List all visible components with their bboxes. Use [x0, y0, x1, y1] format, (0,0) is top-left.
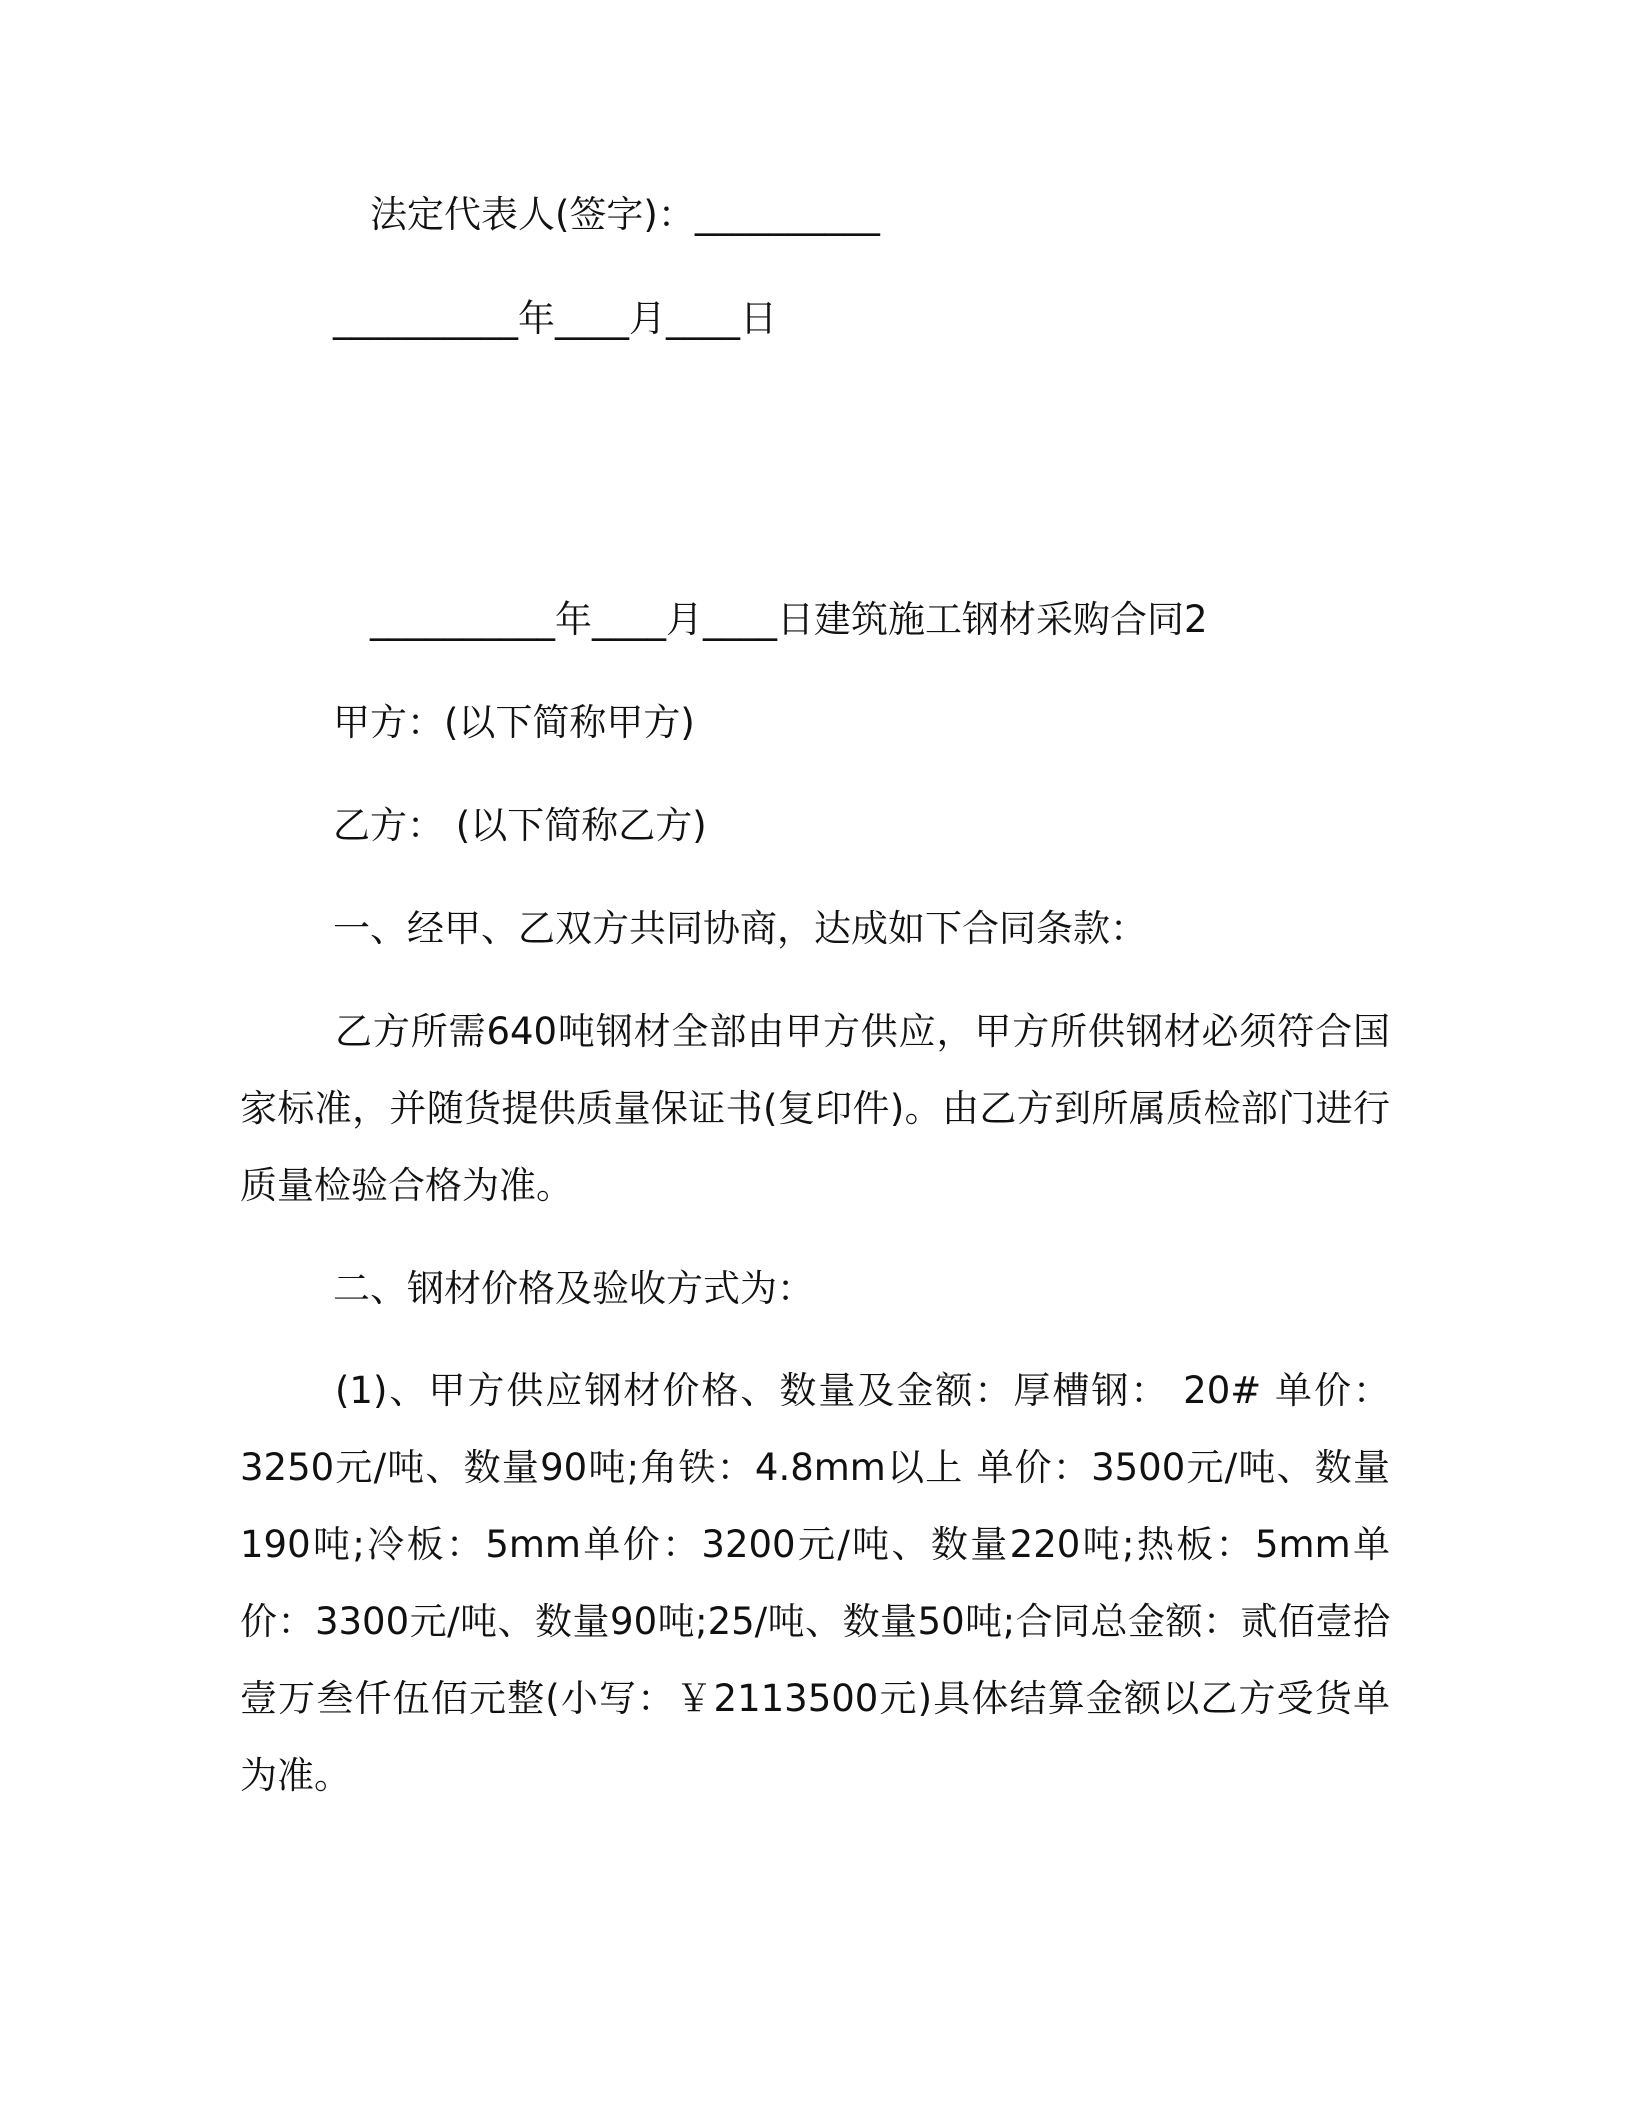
clause-2-item-1: (1)、甲方供应钢材价格、数量及金额：厚槽钢： 20# 单价：3250元/吨、数量90吨;角铁：4.8mm以上 单价：3500元/吨、数量190吨;冷板：5mm单价：3200元/吨、数量220吨;热板：5mm单价：3300元/吨、数量90吨;25/吨、数量50吨;合同总金额：贰佰壹拾壹万叁仟伍佰元整(小写：￥2113500元)具体结算金额以乙方受货单为准。 — [240, 1369, 1390, 1797]
contract-title: __________年____月____日建筑施工钢材采购合同2 — [370, 598, 1208, 641]
signature-date-line: __________年____月____日 — [333, 297, 777, 340]
legal-representative-signature-line: 法定代表人(签字)：__________ — [370, 193, 880, 236]
clause-2-heading: 二、钢材价格及验收方式为： — [333, 1267, 814, 1310]
party-b-line: 乙方： (以下简称乙方) — [333, 804, 707, 847]
clause-1-heading: 一、经甲、乙双方共同协商，达成如下合同条款： — [333, 907, 1147, 950]
clause-1-body: 乙方所需640吨钢材全部由甲方供应，甲方所供钢材必须符合国家标准，并随货提供质量保证书(复印件)。由乙方到所属质检部门进行质量检验合格为准。 — [240, 1010, 1390, 1207]
party-a-line: 甲方：(以下简称甲方) — [333, 701, 695, 744]
